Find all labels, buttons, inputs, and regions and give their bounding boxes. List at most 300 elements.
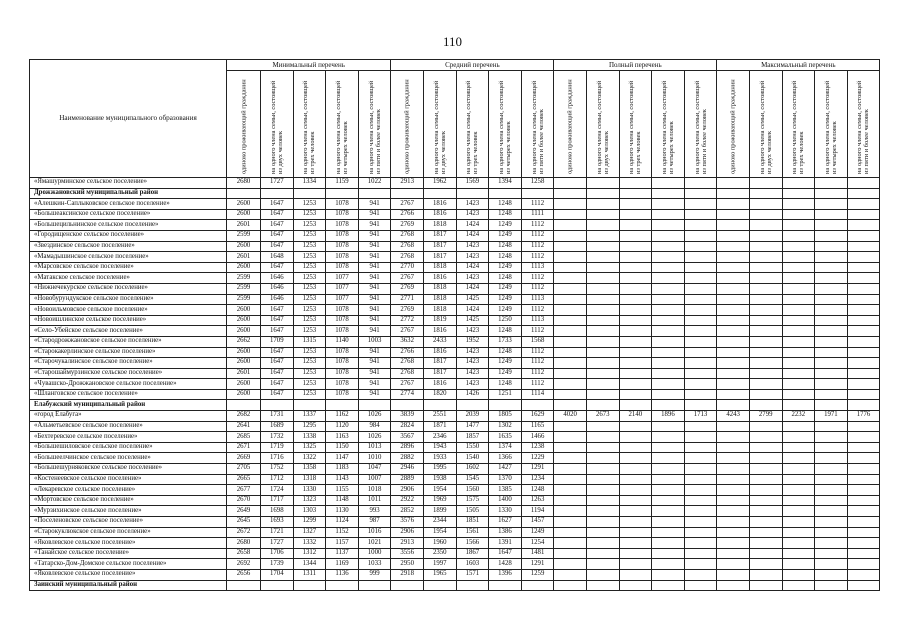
value-cell: 1358	[293, 464, 326, 475]
value-cell: 1704	[261, 569, 294, 580]
value-cell: 1249	[489, 358, 522, 369]
value-cell: 3567	[391, 432, 424, 443]
value-cell	[815, 485, 848, 496]
value-cell: 2922	[391, 495, 424, 506]
value-cell: 1713	[684, 411, 717, 422]
value-cell: 1253	[293, 283, 326, 294]
value-cell: 1466	[521, 432, 554, 443]
value-cell	[684, 241, 717, 252]
value-cell: 1112	[521, 273, 554, 284]
value-cell: 1647	[261, 209, 294, 220]
value-cell: 1078	[326, 220, 359, 231]
value-cell	[391, 188, 424, 199]
value-cell: 1112	[521, 241, 554, 252]
value-cell: 2767	[391, 273, 424, 284]
page-number: 110	[442, 34, 463, 49]
value-cell: 941	[358, 315, 391, 326]
value-cell	[619, 294, 652, 305]
value-cell	[847, 517, 880, 528]
value-cell: 2600	[227, 241, 261, 252]
value-cell: 1969	[423, 495, 456, 506]
value-cell	[684, 400, 717, 411]
value-cell: 1721	[261, 527, 294, 538]
table-row	[30, 305, 880, 316]
value-cell	[684, 199, 717, 210]
value-cell: 2769	[391, 305, 424, 316]
value-cell	[847, 188, 880, 199]
value-cell	[684, 262, 717, 273]
value-cell: 1647	[261, 230, 294, 241]
value-cell	[684, 209, 717, 220]
value-cell	[749, 517, 782, 528]
value-cell	[782, 241, 815, 252]
value-cell: 1647	[261, 358, 294, 369]
value-cell	[782, 347, 815, 358]
value-cell	[652, 379, 685, 390]
value-cell: 1816	[423, 326, 456, 337]
subcolumn-header-text: на одного члена семьи, состоящей из трех человек	[302, 80, 317, 174]
value-cell	[554, 294, 587, 305]
value-cell	[815, 506, 848, 517]
value-cell	[586, 400, 619, 411]
value-cell: 1960	[423, 538, 456, 549]
settlement-name: «Новоишлинское сельское поселение»	[30, 315, 227, 326]
value-cell: 1253	[293, 230, 326, 241]
value-cell: 1238	[521, 442, 554, 453]
subcolumn-header-text: одиноко проживающий гражданин	[403, 79, 411, 174]
value-cell: 1693	[261, 517, 294, 528]
value-cell	[554, 495, 587, 506]
value-cell: 1933	[423, 453, 456, 464]
settlement-name: «Старокуклюкское сельское поселение»	[30, 527, 227, 538]
value-cell	[717, 432, 750, 443]
value-cell	[847, 464, 880, 475]
value-cell	[619, 262, 652, 273]
value-cell	[554, 305, 587, 316]
value-cell: 3556	[391, 548, 424, 559]
value-cell	[749, 273, 782, 284]
value-cell: 1253	[293, 358, 326, 369]
value-cell: 941	[358, 368, 391, 379]
value-cell	[554, 527, 587, 538]
value-cell	[815, 548, 848, 559]
value-cell	[717, 580, 750, 591]
value-cell: 4243	[717, 411, 750, 422]
value-cell	[717, 569, 750, 580]
value-cell: 1253	[293, 305, 326, 316]
value-cell: 2680	[227, 178, 261, 189]
value-cell: 1647	[261, 199, 294, 210]
value-cell: 941	[358, 241, 391, 252]
subcolumn-header-text: одиноко проживающий гражданин	[566, 79, 574, 174]
value-cell	[717, 485, 750, 496]
value-cell	[684, 283, 717, 294]
value-cell	[782, 336, 815, 347]
value-cell: 1078	[326, 315, 359, 326]
settlement-name: «город Елабуга»	[30, 411, 227, 422]
value-cell: 2768	[391, 368, 424, 379]
value-cell	[847, 252, 880, 263]
value-cell	[684, 326, 717, 337]
value-cell	[815, 358, 848, 369]
value-cell	[847, 178, 880, 189]
value-cell: 2767	[391, 326, 424, 337]
value-cell	[586, 336, 619, 347]
value-cell: 1253	[293, 294, 326, 305]
table-row	[30, 315, 880, 326]
value-cell	[782, 252, 815, 263]
value-cell	[815, 442, 848, 453]
value-cell	[619, 569, 652, 580]
settlement-name: «Мамадышинское сельское поселение»	[30, 252, 227, 263]
value-cell	[749, 199, 782, 210]
value-cell: 1112	[521, 305, 554, 316]
value-cell	[717, 230, 750, 241]
value-cell	[684, 527, 717, 538]
value-cell: 2673	[586, 411, 619, 422]
value-cell	[782, 389, 815, 400]
value-cell	[684, 580, 717, 591]
value-cell	[815, 336, 848, 347]
value-cell: 1971	[815, 411, 848, 422]
value-cell	[815, 517, 848, 528]
value-cell	[684, 358, 717, 369]
value-cell	[749, 283, 782, 294]
value-cell: 1698	[261, 506, 294, 517]
value-cell: 1248	[489, 379, 522, 390]
value-cell	[717, 305, 750, 316]
value-cell	[847, 538, 880, 549]
subcolumn-header-text: на одного члена семьи, состоящей из трех человек	[791, 80, 806, 174]
value-cell	[619, 432, 652, 443]
value-cell: 1234	[521, 474, 554, 485]
value-cell: 1425	[456, 315, 489, 326]
value-cell	[586, 432, 619, 443]
value-cell	[717, 389, 750, 400]
value-cell	[782, 220, 815, 231]
subcolumn-header	[717, 71, 750, 178]
value-cell: 1249	[489, 283, 522, 294]
table-row	[30, 230, 880, 241]
value-cell: 1253	[293, 347, 326, 358]
value-cell	[586, 241, 619, 252]
subcolumn-header-text: на одного члена семьи, состоящей из пяти и более человек	[367, 80, 382, 174]
value-cell: 1249	[489, 262, 522, 273]
value-cell: 2671	[227, 442, 261, 453]
value-cell	[717, 347, 750, 358]
value-cell: 1155	[326, 485, 359, 496]
value-cell	[619, 453, 652, 464]
district-name: Елабужский муниципальный район	[30, 400, 227, 411]
value-cell: 1026	[358, 411, 391, 422]
value-cell	[815, 294, 848, 305]
value-cell	[782, 188, 815, 199]
value-cell	[554, 580, 587, 591]
value-cell	[554, 506, 587, 517]
value-cell	[586, 442, 619, 453]
value-cell: 1248	[489, 326, 522, 337]
value-cell: 1545	[456, 474, 489, 485]
value-cell	[782, 432, 815, 443]
value-cell: 1817	[423, 358, 456, 369]
value-cell: 993	[358, 506, 391, 517]
value-cell: 1602	[456, 464, 489, 475]
value-cell	[749, 538, 782, 549]
value-cell	[782, 178, 815, 189]
value-cell	[586, 506, 619, 517]
value-cell: 1137	[326, 548, 359, 559]
value-cell: 2599	[227, 273, 261, 284]
value-cell: 2658	[227, 548, 261, 559]
value-cell	[847, 442, 880, 453]
value-cell: 1857	[456, 432, 489, 443]
value-cell: 1805	[489, 411, 522, 422]
value-cell: 1078	[326, 241, 359, 252]
value-cell	[586, 453, 619, 464]
value-cell: 1428	[489, 559, 522, 570]
value-cell	[815, 474, 848, 485]
subcolumn-header-text: на одного члена семьи, состоящей из двух человек	[269, 80, 284, 174]
value-cell: 1818	[423, 283, 456, 294]
value-cell	[684, 389, 717, 400]
value-cell	[554, 400, 587, 411]
settlement-name: «Старошаймурзинское сельское поселение»	[30, 368, 227, 379]
settlement-name: «Ямашурминское сельское поселение»	[30, 178, 227, 189]
value-cell: 1113	[521, 262, 554, 273]
value-cell	[749, 262, 782, 273]
value-cell: 1344	[293, 559, 326, 570]
value-cell: 1248	[521, 485, 554, 496]
value-cell: 1938	[423, 474, 456, 485]
value-cell	[782, 569, 815, 580]
value-cell	[782, 305, 815, 316]
value-cell: 2600	[227, 305, 261, 316]
table-row	[30, 294, 880, 305]
value-cell: 1249	[521, 527, 554, 538]
value-cell: 1776	[847, 411, 880, 422]
value-cell	[586, 368, 619, 379]
value-cell: 1561	[456, 527, 489, 538]
value-cell	[489, 400, 522, 411]
value-cell: 1603	[456, 559, 489, 570]
value-cell	[586, 252, 619, 263]
section-row	[30, 400, 880, 411]
value-cell: 2344	[423, 517, 456, 528]
subcolumn-header	[489, 71, 522, 178]
value-cell: 1183	[326, 464, 359, 475]
value-cell	[586, 569, 619, 580]
value-cell: 1248	[489, 252, 522, 263]
settlement-name: «Большецильнинское сельское поселение»	[30, 220, 227, 231]
table-row	[30, 559, 880, 570]
value-cell: 1078	[326, 379, 359, 390]
value-cell	[717, 336, 750, 347]
value-cell: 1647	[261, 368, 294, 379]
table-row	[30, 569, 880, 580]
value-cell: 1952	[456, 336, 489, 347]
value-cell: 1647	[261, 305, 294, 316]
value-cell: 1818	[423, 294, 456, 305]
value-cell: 1120	[326, 421, 359, 432]
value-cell	[684, 506, 717, 517]
value-cell: 1965	[423, 569, 456, 580]
value-cell	[749, 368, 782, 379]
value-cell: 1150	[326, 442, 359, 453]
value-cell	[815, 230, 848, 241]
settlement-name: «Мортовское сельское поселение»	[30, 495, 227, 506]
value-cell	[554, 188, 587, 199]
subcolumn-header-text: на одного члена семьи, состоящей из трех человек	[465, 80, 480, 174]
value-cell	[717, 241, 750, 252]
value-cell: 2140	[619, 411, 652, 422]
value-cell	[717, 559, 750, 570]
value-cell	[815, 315, 848, 326]
value-cell: 1424	[456, 230, 489, 241]
value-cell	[227, 580, 261, 591]
value-cell	[847, 389, 880, 400]
table-row	[30, 421, 880, 432]
value-cell: 941	[358, 326, 391, 337]
value-cell	[684, 569, 717, 580]
value-cell	[619, 336, 652, 347]
value-cell: 1457	[521, 517, 554, 528]
value-cell: 2645	[227, 517, 261, 528]
value-cell	[554, 368, 587, 379]
value-cell	[782, 421, 815, 432]
value-cell	[847, 283, 880, 294]
value-cell: 1291	[521, 464, 554, 475]
value-cell: 1646	[261, 273, 294, 284]
value-cell	[782, 538, 815, 549]
value-cell: 941	[358, 199, 391, 210]
value-cell	[652, 358, 685, 369]
value-cell	[586, 389, 619, 400]
value-cell: 1727	[261, 178, 294, 189]
value-cell: 1302	[489, 421, 522, 432]
value-cell: 1426	[456, 389, 489, 400]
table-row	[30, 368, 880, 379]
value-cell	[554, 241, 587, 252]
value-cell	[847, 326, 880, 337]
settlement-name: «Татарско-Дом-Домское сельское поселение»	[30, 559, 227, 570]
value-cell	[749, 559, 782, 570]
value-cell	[847, 495, 880, 506]
settlement-name: «Городищенское сельское поселение»	[30, 230, 227, 241]
value-cell	[489, 188, 522, 199]
value-cell	[652, 283, 685, 294]
value-cell: 2906	[391, 527, 424, 538]
value-cell: 1114	[521, 389, 554, 400]
value-cell	[391, 580, 424, 591]
value-cell: 1322	[293, 453, 326, 464]
value-cell: 1717	[261, 495, 294, 506]
value-cell	[554, 389, 587, 400]
value-cell	[847, 569, 880, 580]
value-cell: 1818	[423, 305, 456, 316]
value-cell	[619, 559, 652, 570]
subcolumn-header-text: на одного члена семьи, состоящей из трех человек	[628, 80, 643, 174]
value-cell	[619, 273, 652, 284]
value-cell: 1007	[358, 474, 391, 485]
value-cell	[815, 262, 848, 273]
value-cell	[815, 379, 848, 390]
value-cell	[749, 230, 782, 241]
value-cell: 2656	[227, 569, 261, 580]
value-cell: 1648	[261, 252, 294, 263]
value-cell: 1851	[456, 517, 489, 528]
value-cell	[749, 188, 782, 199]
value-cell: 2346	[423, 432, 456, 443]
value-cell	[749, 326, 782, 337]
value-cell	[586, 527, 619, 538]
value-cell: 1481	[521, 548, 554, 559]
value-cell: 2766	[391, 347, 424, 358]
value-cell: 2232	[782, 411, 815, 422]
value-cell	[554, 252, 587, 263]
value-cell	[652, 495, 685, 506]
value-cell: 1311	[293, 569, 326, 580]
subcolumn-header-text: на одного члена семьи, состоящей из пяти и более человек	[530, 80, 545, 174]
value-cell	[652, 442, 685, 453]
value-cell: 1318	[293, 474, 326, 485]
value-cell: 1078	[326, 347, 359, 358]
value-cell	[684, 294, 717, 305]
value-cell	[619, 485, 652, 496]
value-cell: 1712	[261, 474, 294, 485]
value-cell: 1140	[326, 336, 359, 347]
value-cell: 1194	[521, 506, 554, 517]
value-cell	[521, 580, 554, 591]
value-cell	[815, 326, 848, 337]
value-cell: 1078	[326, 358, 359, 369]
value-cell	[717, 495, 750, 506]
table-row	[30, 273, 880, 284]
value-cell	[652, 336, 685, 347]
subcolumn-header	[749, 71, 782, 178]
value-cell: 1315	[293, 336, 326, 347]
value-cell: 1647	[261, 389, 294, 400]
value-cell	[423, 580, 456, 591]
value-cell: 2768	[391, 358, 424, 369]
value-cell	[815, 453, 848, 464]
value-cell: 1374	[489, 442, 522, 453]
value-cell: 2601	[227, 220, 261, 231]
value-cell: 1423	[456, 273, 489, 284]
subcolumn-header	[261, 71, 294, 178]
value-cell: 2601	[227, 252, 261, 263]
value-cell: 1423	[456, 241, 489, 252]
table-row	[30, 517, 880, 528]
value-cell: 1112	[521, 358, 554, 369]
value-cell	[717, 358, 750, 369]
table-row	[30, 548, 880, 559]
value-cell	[815, 400, 848, 411]
value-cell	[586, 262, 619, 273]
value-cell	[717, 442, 750, 453]
value-cell: 2600	[227, 347, 261, 358]
value-cell: 1709	[261, 336, 294, 347]
value-cell: 987	[358, 517, 391, 528]
value-cell	[684, 517, 717, 528]
value-cell	[456, 580, 489, 591]
value-cell: 1249	[489, 368, 522, 379]
value-cell	[782, 199, 815, 210]
table-body	[30, 178, 880, 591]
value-cell: 1253	[293, 326, 326, 337]
table-row	[30, 485, 880, 496]
value-cell	[847, 368, 880, 379]
subcolumn-header	[293, 71, 326, 178]
